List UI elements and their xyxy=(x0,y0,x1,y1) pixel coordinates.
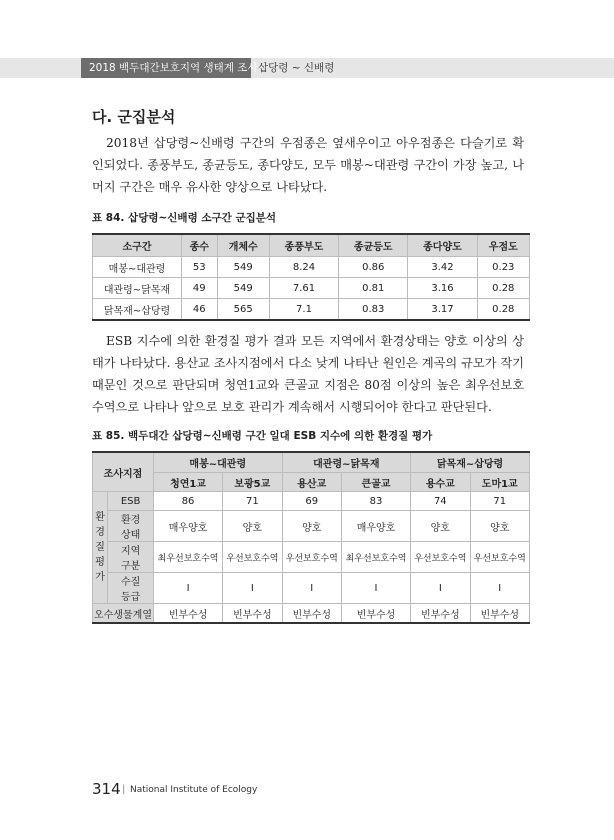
table84-cell: 7.61 xyxy=(269,278,338,299)
table85-cell: 양호 xyxy=(470,511,529,542)
section-title: 다. 군집분석 xyxy=(92,108,176,126)
table85-cell: I xyxy=(341,573,410,604)
table85-cell: 우선보호수역 xyxy=(223,542,282,573)
table85-cell: I xyxy=(282,573,341,604)
table85-cell: 우선보호수역 xyxy=(282,542,341,573)
table85-group: 매봉~대관령 xyxy=(154,452,283,473)
table85-site: 청연1교 xyxy=(154,473,223,492)
table84-cell: 0.28 xyxy=(477,278,529,299)
table84-cell: 549 xyxy=(217,278,269,299)
table85-cell: 빈부수성 xyxy=(341,604,410,624)
table-row xyxy=(93,278,530,299)
table85-zone-label: 지역 구분 xyxy=(108,542,154,573)
table85-eval-label: 환 경 질 평 가 xyxy=(93,492,108,604)
table85-cell: 71 xyxy=(470,492,529,511)
table84-cell: 0.28 xyxy=(477,299,529,321)
table84-cell: 0.23 xyxy=(477,257,529,278)
table85-cell: 최우선보호수역 xyxy=(154,542,223,573)
table85-cell: 빈부수성 xyxy=(411,604,470,624)
table84-cell: 46 xyxy=(182,299,218,321)
table85-cell: I xyxy=(411,573,470,604)
table-row xyxy=(93,573,530,604)
table85-caption: 표 85. 백두대간 삽당령~신배령 구간 일대 ESB 지수에 의한 환경질 평가 xyxy=(92,430,433,442)
paragraph-community-analysis: 2018년 삽당령~신배령 구간의 우점종은 옆새우이고 아우점종은 다슬기로 확인되었다. 종풍부도, 종균등도, 종다양도, 모두 매봉~대관령 구간이 가장 높고, 나머지 구간은 매우 유사한 양상으로 나타났다. xyxy=(92,136,524,194)
table85-cell: 양호 xyxy=(282,511,341,542)
table85-cell: 빈부수성 xyxy=(282,604,341,624)
table85-site-row xyxy=(93,473,530,492)
table84-cell: 3.16 xyxy=(408,278,477,299)
table85-site: 용수교 xyxy=(411,473,470,492)
table85-site: 큰골교 xyxy=(341,473,410,492)
table84-cell: 53 xyxy=(182,257,218,278)
table84-cell: 549 xyxy=(217,257,269,278)
table85-state-label: 환경 상태 xyxy=(108,511,154,542)
table84-cell: 565 xyxy=(217,299,269,321)
table84-cell: 7.1 xyxy=(269,299,338,321)
table84-cell: 0.81 xyxy=(339,278,408,299)
table85-grade-label: 수질 등급 xyxy=(108,573,154,604)
table84-header: 개체수 xyxy=(217,234,269,257)
table85-cell: 우선보호수역 xyxy=(470,542,529,573)
table84-cell: 대관령~닭목재 xyxy=(93,278,182,299)
table85-cell: I xyxy=(470,573,529,604)
table84 xyxy=(92,233,530,321)
table85-cell: 71 xyxy=(223,492,282,511)
table85-cell: 빈부수성 xyxy=(470,604,529,624)
table85-site: 용산교 xyxy=(282,473,341,492)
table85-cell: 우선보호수역 xyxy=(411,542,470,573)
table85 xyxy=(92,451,530,624)
table85-cell: 매우양호 xyxy=(341,511,410,542)
table84-header: 종풍부도 xyxy=(269,234,338,257)
table85-cell: 74 xyxy=(411,492,470,511)
table84-header-row xyxy=(93,234,530,257)
table-row xyxy=(93,492,530,511)
header-report-title: 2018 백두대간보호지역 생태계 조사 xyxy=(81,58,251,78)
table84-caption: 표 84. 삽당령~신배령 소구간 군집분석 xyxy=(92,212,277,224)
table84-cell: 닭목재~삽당령 xyxy=(93,299,182,321)
table-row xyxy=(93,299,530,321)
footer-organization: National Institute of Ecology xyxy=(130,785,258,795)
table84-cell: 3.17 xyxy=(408,299,477,321)
table84-cell: 0.86 xyxy=(339,257,408,278)
table85-cell: 빈부수성 xyxy=(154,604,223,624)
table85-group-row xyxy=(93,452,530,473)
header-section-name: 삽당령 ~ 신배령 xyxy=(258,62,335,74)
table85-cell: 매우양호 xyxy=(154,511,223,542)
table85-cell: I xyxy=(223,573,282,604)
table84-cell: 49 xyxy=(182,278,218,299)
table85-cell: 빈부수성 xyxy=(223,604,282,624)
table85-site-label: 조사지점 xyxy=(93,452,154,492)
table84-header: 종균등도 xyxy=(339,234,408,257)
table84-header: 소구간 xyxy=(93,234,182,257)
table85-cell: 86 xyxy=(154,492,223,511)
table-row xyxy=(93,257,530,278)
table84-cell: 매봉~대관령 xyxy=(93,257,182,278)
table84-header: 종다양도 xyxy=(408,234,477,257)
table85-cell: I xyxy=(154,573,223,604)
table85-cell: 69 xyxy=(282,492,341,511)
paragraph-esb-evaluation: ESB 지수에 의한 환경질 평가 결과 모든 지역에서 환경상태는 양호 이상의 상태가 나타났다. 용산교 조사지점에서 다소 낮게 나타난 원인은 계곡의 규모가 작기 때문인 것으로 판단되며 청연1교와 큰골교 지점은 80점 이상의 높은 최우선보호수역으로 나타나 앞으로 보호 관리가 계속해서 시행되어야 한다고 판단된다. xyxy=(92,334,524,414)
table85-group: 대관령~닭목재 xyxy=(282,452,411,473)
table84-cell: 3.42 xyxy=(408,257,477,278)
table84-header: 우점도 xyxy=(477,234,529,257)
table85-cell: 양호 xyxy=(411,511,470,542)
table85-esb-label: ESB xyxy=(108,492,154,511)
table84-cell: 8.24 xyxy=(269,257,338,278)
footer-separator: | xyxy=(122,784,126,795)
table85-cell: 양호 xyxy=(223,511,282,542)
table85-cell: 최우선보호수역 xyxy=(341,542,410,573)
table-row xyxy=(93,542,530,573)
table84-cell: 0.83 xyxy=(339,299,408,321)
table85-site: 도마1교 xyxy=(470,473,529,492)
page-number: 314 xyxy=(92,780,121,798)
table85-cell: 83 xyxy=(341,492,410,511)
table85-group: 닭목재~삽당령 xyxy=(411,452,530,473)
table84-header: 종수 xyxy=(182,234,218,257)
table-row xyxy=(93,511,530,542)
table85-saprobic-label: 오수생물계열 xyxy=(93,604,154,624)
table85-site: 보광5교 xyxy=(223,473,282,492)
table-row xyxy=(93,604,530,624)
